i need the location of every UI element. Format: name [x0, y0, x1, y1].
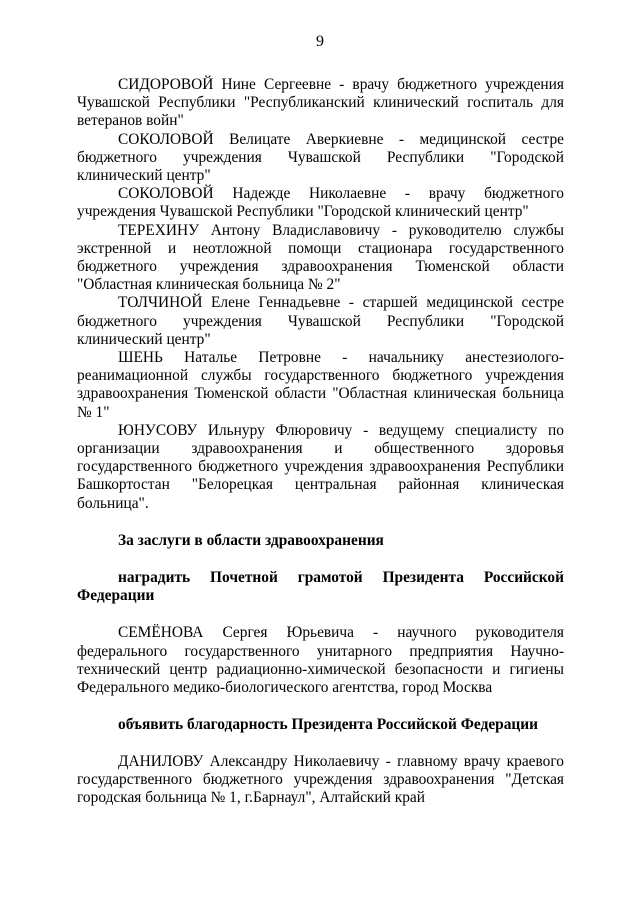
entry-shen: ШЕНЬ Наталье Петровне - начальнику анестезиолого-реанимационной службы государственного бюджетного учреждения здравоохранения Тюменской области "Областная клиническая больница № 1" [77, 349, 564, 421]
entry-terekhin: ТЕРЕХИНУ Антону Владиславовичу - руководителю службы экстренной и неотложной помощи стационара государственного бюджетного учреждения здравоохранения Тюменской области "Областная клиническая больница № 2" [77, 221, 564, 294]
page-number: 9 [316, 33, 324, 50]
entry-sokolova-nadezhda: СОКОЛОВОЙ Надежде Николаевне - врачу бюджетного учреждения Чувашской Республики "Городской клинический центр" [77, 185, 564, 221]
entry-yunusov: ЮНУСОВУ Ильнуру Флюровичу - ведущему специалисту по организации здравоохранения и общественного здоровья государственного бюджетного учреждения здравоохранения Республики Башкортостан "Белорецкая центральная районная клиническая больница". [77, 421, 564, 512]
entry-semenov: СЕМЁНОВА Сергея Юрьевича - научного руководителя федерального государственного унитарного предприятия Научно-технический центр радиационно-химической безопасности и гигиены Федерального медико-биологического агентства, город Москва [77, 624, 564, 697]
spacer [77, 735, 564, 753]
entry-sidorova: СИДОРОВОЙ Нине Сергеевне - врачу бюджетного учреждения Чувашской Республики "Республиканский клинический госпиталь для ветеранов войн" [77, 76, 564, 130]
entry-danilov: ДАНИЛОВУ Александру Николаевичу - главному врачу краевого государственного бюджетного учреждения здравоохранения "Детская городская больница № 1, г.Барнаул", Алтайский край [77, 752, 564, 806]
document-body [77, 76, 564, 807]
spacer [77, 513, 564, 532]
spacer [77, 697, 564, 716]
entry-sokolova-velitsate: СОКОЛОВОЙ Велицате Аверкиевне - медицинской сестре бюджетного учреждения Чувашской Республики "Городской клинический центр" [77, 130, 564, 185]
spacer [77, 550, 564, 569]
spacer [77, 605, 564, 624]
entry-tolchina: ТОЛЧИНОЙ Елене Геннадьевне - старшей медицинской сестре бюджетного учреждения Чувашской Республики "Городской клинический центр" [77, 294, 564, 348]
heading-award: наградить Почетной грамотой Президента Российской Федерации [77, 569, 564, 605]
heading-gratitude: объявить благодарность Президента Российской Федерации [118, 716, 539, 734]
heading-merit: За заслуги в области здравоохранения [118, 531, 384, 549]
